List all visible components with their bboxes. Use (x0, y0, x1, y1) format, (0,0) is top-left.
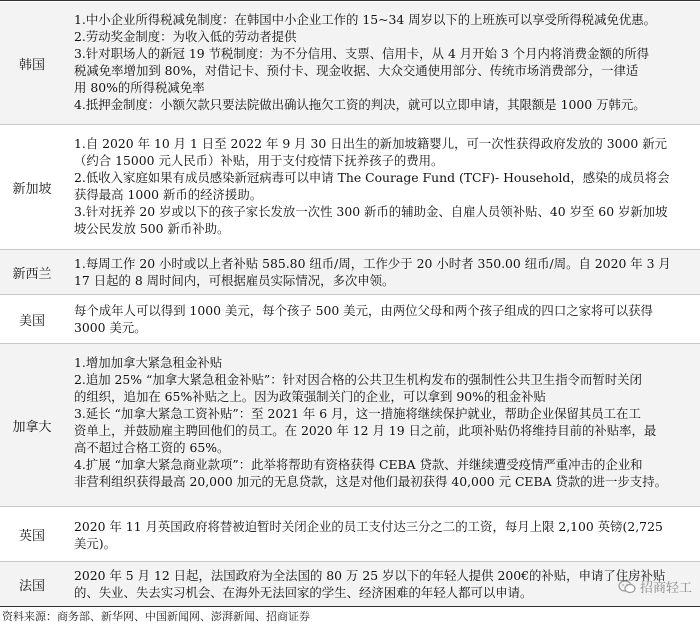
country-label: 新西兰 (12, 266, 52, 282)
policy-text (74, 344, 694, 506)
policy-line: 获得最高 1000 新币的经济援助。 (74, 187, 263, 202)
country-label: 法国 (18, 578, 45, 594)
policy-line: （约合 15000 元人民币）补贴，用于支付疫情下抚养孩子的费用。 (74, 153, 444, 168)
watermark-text: 招商轻工 (639, 581, 692, 596)
policy-text (74, 507, 694, 561)
country-label: 韩国 (18, 57, 45, 73)
country-label: 美国 (18, 313, 45, 329)
policy-line: 2020 年 11 月英国政府将替被迫暂时关闭企业的员工支付达三分之二的工资，每月上限 2,100 英镑(2,725 (74, 519, 663, 534)
table-bottom-rule (0, 606, 700, 607)
policy-line: 3.针对职场人的新冠 19 节税制度：为不分信用、支票、信用卡，从 4 月开始 3 个月内将消费金额的所得 (74, 46, 650, 61)
policy-line: 坡公民发放 500 新币补助。 (74, 221, 230, 236)
policy-line: 美元)。 (74, 536, 117, 551)
table-top-rule (0, 0, 700, 1)
policy-line: 4.扩展 “加拿大紧急商业款项”：此举将帮助有资格获得 CEBA 贷款、并继续遭受疫情严重冲击的企业和 (74, 457, 643, 472)
policy-line: 2020 年 5 月 12 日起，法国政府为全法国的 80 万 25 岁以下的年轻人提供 200€的补贴，申请了住房补贴 (74, 568, 666, 583)
row-france (0, 562, 700, 606)
policy-line: 1.中小企业所得税减免制度：在韩国中小企业工作的 15~34 周岁以下的上班族可以享受所得税减免优惠。 (74, 12, 657, 27)
row-singapore (0, 125, 700, 249)
row-new-zealand (0, 250, 700, 294)
policy-text (74, 125, 694, 249)
policy-line: 高不超过合格工资的 65%。 (74, 440, 230, 455)
policy-line: 资单上，并鼓励雇主聘回他们的员工。在 2020 年 12 月 19 日之前，此项补贴仍将维持目前的补贴率，最 (74, 423, 657, 438)
policy-line: 3.针对抚养 20 岁或以下的孩子家长发放一次性 300 新币的辅助金、自雇人员领补贴、40 岁至 60 岁新加坡 (74, 204, 668, 219)
policy-line: 3.延长 “加拿大紧急工资补贴”：至 2021 年 6 月，这一措施将继续保护就业，帮助企业保留其员工在工 (74, 406, 641, 421)
policy-line: 税减免率增加到 80%，对借记卡、预付卡、现金收据、大众交通使用部分、传统市场消费部分，一律适 (74, 63, 639, 78)
policy-line: 1.每周工作 20 小时或以上者补贴 585.80 纽币/周，工作少于 20 小时者 350.00 纽币/周。自 2020 年 3 月 (74, 256, 671, 271)
policy-line: 用 80%的所得税减免率 (74, 80, 205, 95)
country-label: 新加坡 (12, 181, 52, 197)
row-uk (0, 507, 700, 561)
source-note: 资料来源：商务部、新华网、中国新闻网、澎湃新闻、招商证券 (2, 610, 310, 623)
policy-text (74, 250, 694, 294)
policy-line: 2.追加 25% “加拿大紧急租金补贴”：针对因合格的公共卫生机构发布的强制性公共卫生指令而暂时关闭 (74, 372, 642, 387)
row-canada (0, 344, 700, 506)
policy-text (74, 295, 694, 343)
wechat-icon (618, 580, 636, 594)
policy-line: 的组织，追加在 65%补贴之上。因为政策强制关门的企业，可以拿到 90%的租金补贴 (74, 389, 546, 404)
policy-text (74, 2, 694, 124)
policy-line: 4.抵押金制度：小额欠款只要法院做出确认拖欠工资的判决，就可以立即申请，其限额是 1000 万韩元。 (74, 97, 646, 112)
policy-line: 3000 美元。 (74, 320, 147, 335)
country-label: 加拿大 (12, 419, 52, 435)
policy-line: 17 日起的 8 周时间内，可根据雇员实际情况，多次申领。 (74, 273, 395, 288)
row-korea (0, 2, 700, 124)
policy-line: 1.增加加拿大紧急租金补贴 (74, 355, 223, 370)
watermark (618, 577, 692, 596)
country-label: 英国 (18, 528, 45, 544)
policy-line: 1.自 2020 年 10 月 1 日至 2022 年 9 月 30 日出生的新加坡籍婴儿，可一次性获得政府发放的 3000 新元 (74, 136, 667, 151)
policy-line: 2.低收入家庭如果有成员感染新冠病毒可以申请 The Courage Fund (TCF)- Household，感染的成员将会 (74, 170, 670, 185)
policy-line: 每个成年人可以得到 1000 美元，每个孩子 500 美元，由两位父母和两个孩子组成的四口之家将可以获得 (74, 303, 653, 318)
row-usa (0, 295, 700, 343)
policy-line: 的、失业、失去实习机会、在海外无法回家的学生、经济困难的年轻人都可以申请。 (74, 585, 533, 600)
policy-line: 2.劳动奖金制度：为收入低的劳动者提供 (74, 29, 297, 44)
policy-line: 非营利组织获得最高 20,000 加元的无息贷款，这是对他们最初获得 40,000 元 CEBA 贷款的进一步支持。 (74, 474, 667, 489)
